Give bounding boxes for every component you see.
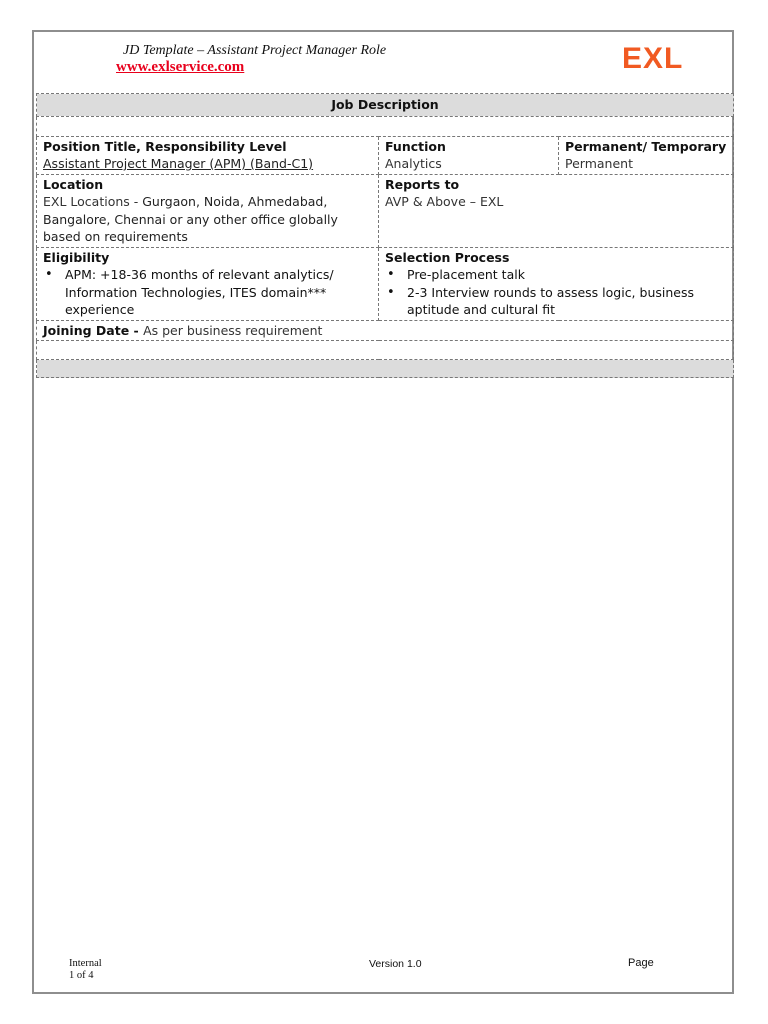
position-row — [37, 136, 734, 174]
function-value: Analytics — [385, 156, 442, 171]
heading-cell — [37, 94, 734, 117]
reports-to-value: AVP & Above – EXL — [385, 194, 504, 209]
shaded-footer-row — [37, 360, 734, 378]
location-value — [43, 193, 372, 246]
eligibility-row — [37, 247, 734, 320]
spacer-row — [37, 116, 734, 136]
reports-to-cell — [379, 174, 734, 247]
selection-process-item: • Pre-placement talk — [407, 266, 727, 284]
job-description-table — [36, 93, 734, 378]
exl-logo: EXL — [622, 42, 684, 75]
location-cell — [37, 174, 379, 247]
eligibility-label: Eligibility — [43, 249, 110, 265]
eligibility-list — [43, 266, 372, 319]
table-heading: Job Description — [331, 97, 439, 112]
classification-text: Internal — [69, 958, 102, 969]
selection-process-cell — [379, 247, 734, 320]
position-value: Assistant Project Manager (APM) (Band-C1) — [43, 156, 314, 171]
blank-cell — [37, 341, 734, 360]
position-label: Position Title, Responsibility Level — [43, 138, 287, 154]
reports-to-label: Reports to — [385, 176, 460, 192]
company-website-link[interactable]: www.exlservice.com — [116, 59, 245, 75]
selection-process-list — [385, 266, 727, 319]
document-title: JD Template – Assistant Project Manager Role — [123, 43, 387, 58]
selection-process-label: Selection Process — [385, 249, 510, 265]
joining-date-label: Joining Date - — [43, 322, 144, 338]
joining-date-row — [37, 320, 734, 341]
employment-type-cell — [559, 136, 734, 174]
location-text: Gurgaon, Noida, Ahmedabad, Bangalore, Chennai or any other office globally based on requirements — [43, 194, 338, 244]
selection-process-item: • 2-3 Interview rounds to assess logic, business aptitude and cultural fit — [407, 284, 727, 319]
employment-type-label: Permanent/ Temporary — [565, 138, 727, 154]
joining-date-cell — [37, 320, 734, 341]
employment-type-value: Permanent — [565, 156, 633, 171]
eligibility-cell — [37, 247, 379, 320]
location-row — [37, 174, 734, 247]
footer-version: Version 1.0 — [369, 958, 422, 970]
eligibility-item: • APM: +18-36 months of relevant analytics/ Information Technologies, ITES domain*** experience — [65, 266, 372, 319]
location-label: Location — [43, 176, 104, 192]
position-cell — [37, 136, 379, 174]
joining-date-value: As per business requirement — [143, 322, 323, 338]
shaded-footer-cell — [37, 360, 734, 378]
spacer-cell — [37, 116, 734, 136]
footer-page-label: Page — [628, 957, 654, 969]
footer-classification — [69, 958, 102, 982]
function-cell — [379, 136, 559, 174]
location-prefix: EXL Locations - — [43, 194, 143, 209]
page-count-text: 1 of 4 — [69, 970, 94, 981]
blank-row — [37, 341, 734, 360]
heading-row — [37, 94, 734, 117]
function-label: Function — [385, 138, 446, 154]
